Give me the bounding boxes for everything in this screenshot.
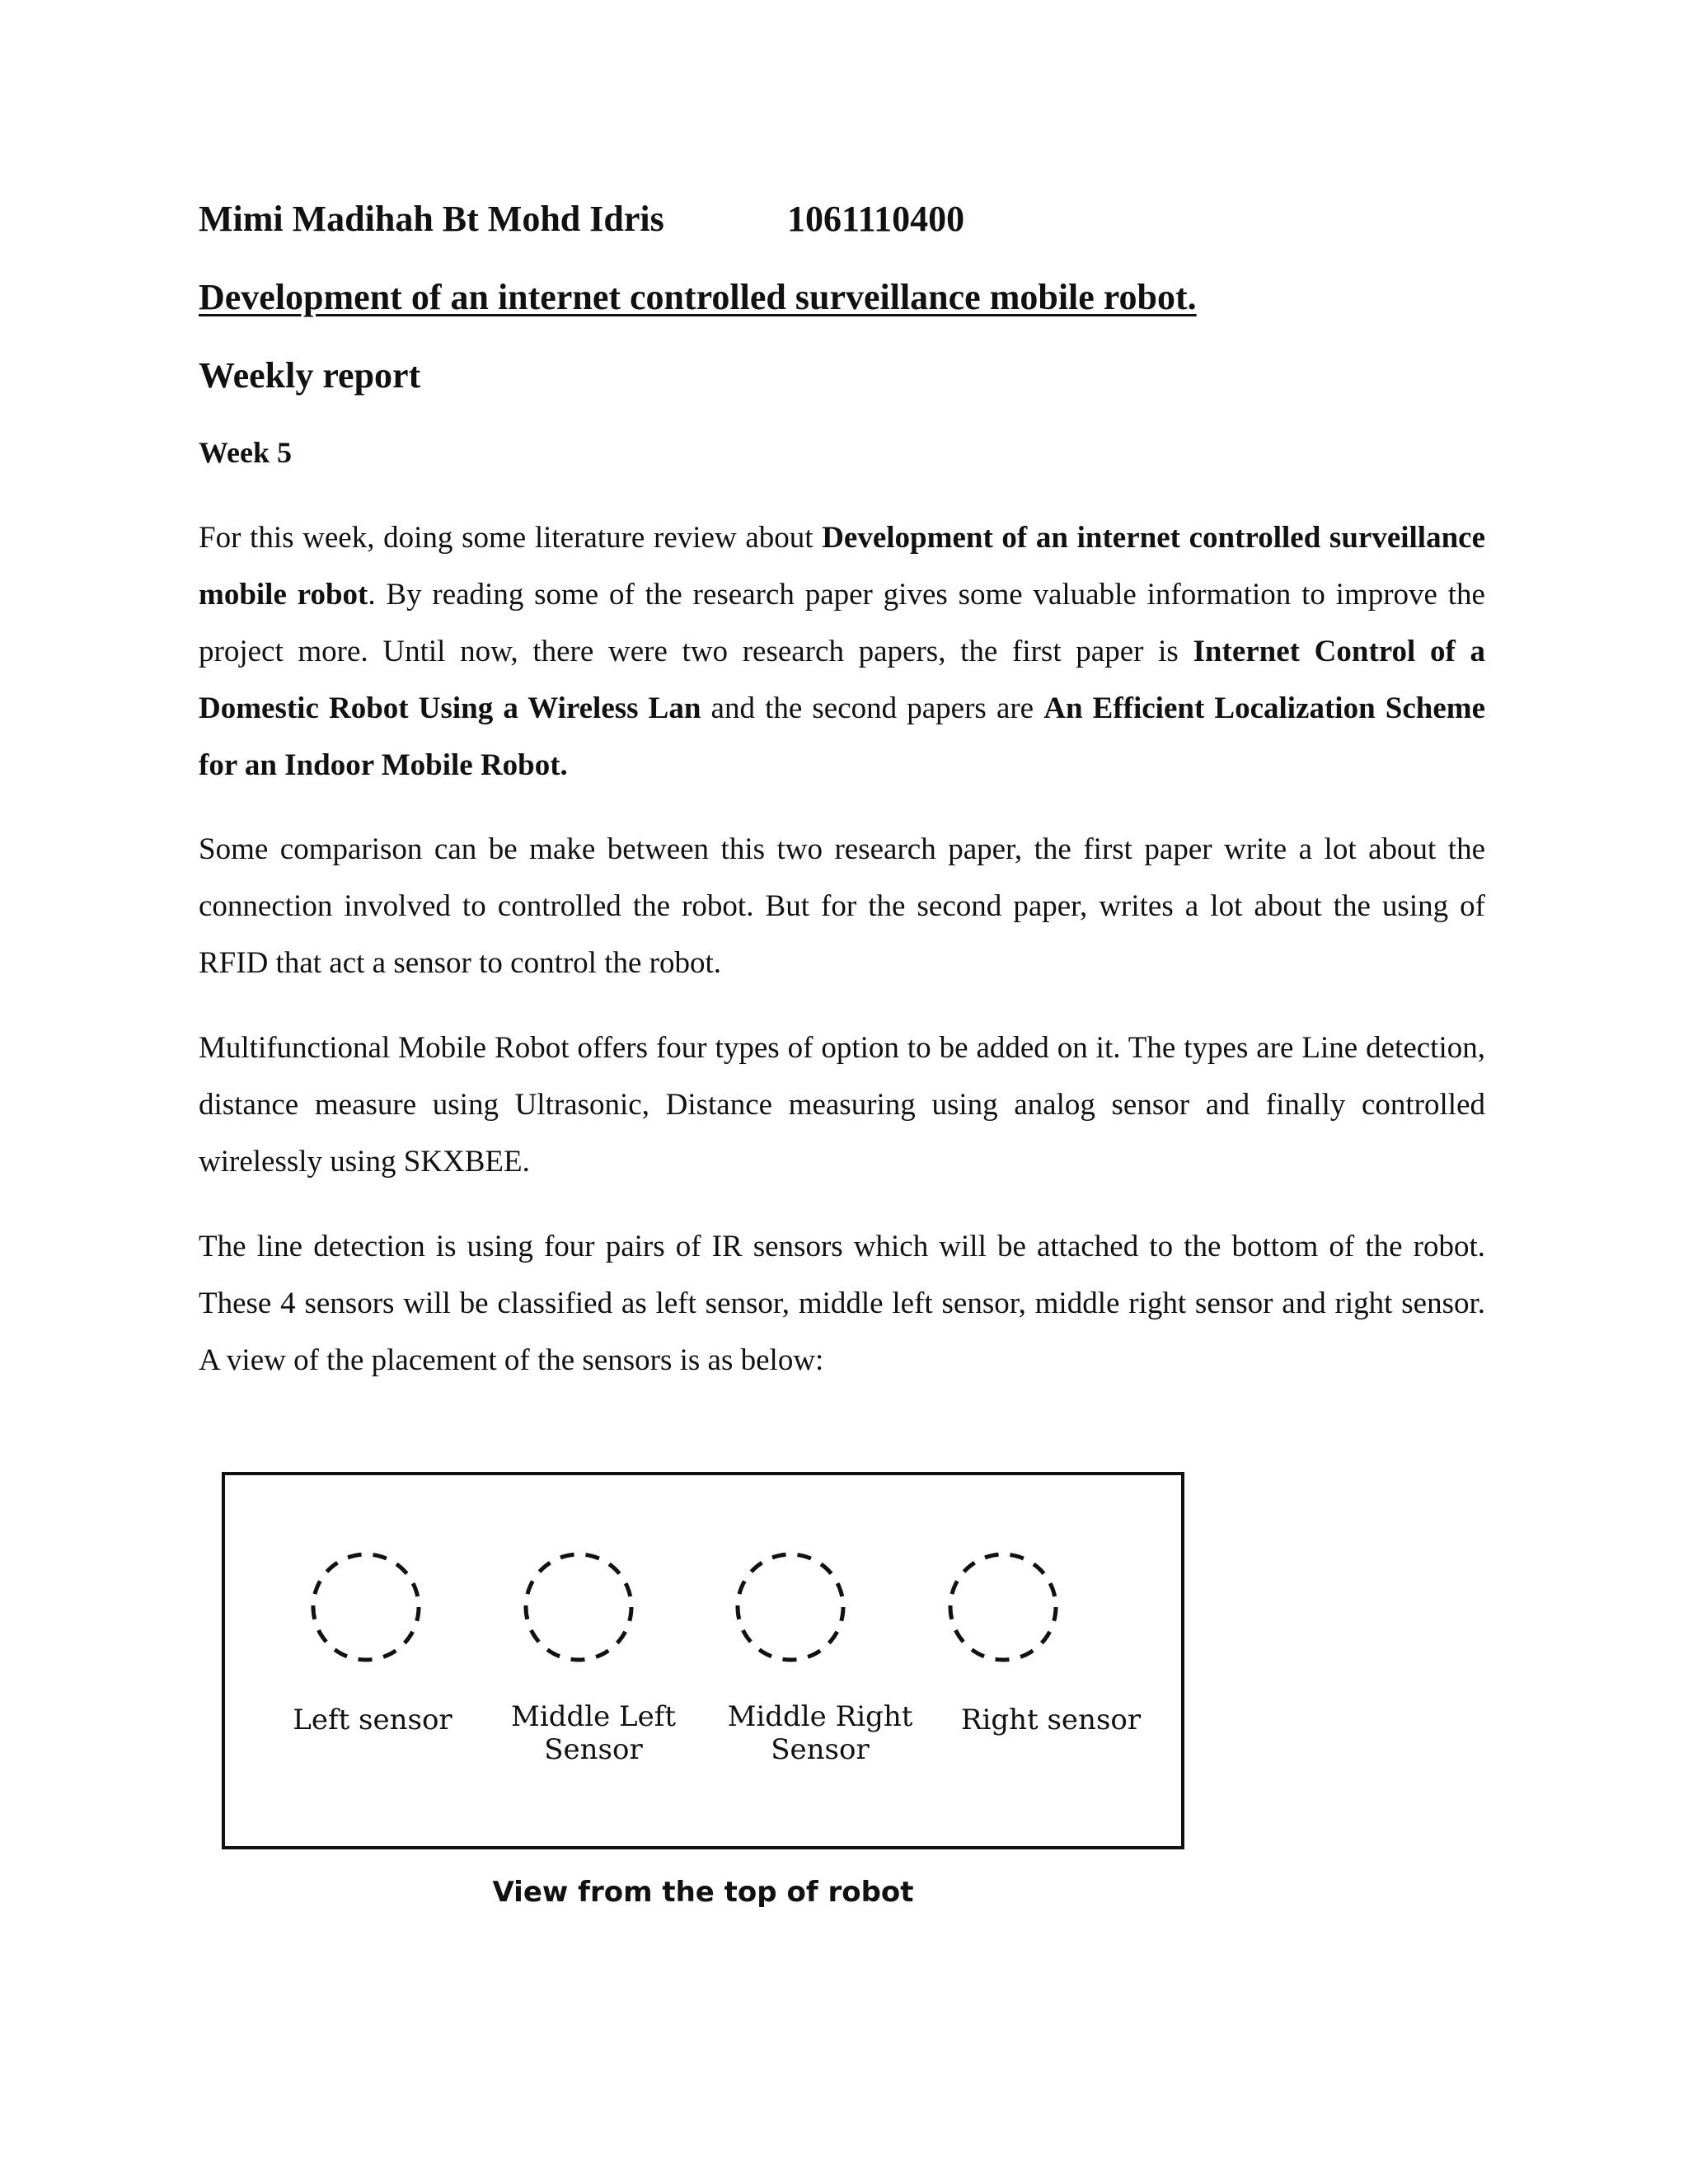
- paragraph-multifunctional-robot: Multifunctional Mobile Robot offers four types of option to be added on it. The types are Line detection, distance measure using Ultrasonic, Distance measuring using analog sensor and finally controlled wirelessly using SKXBEE.: [199, 1031, 1485, 1179]
- paragraph-comparison: Some comparison can be make between this two research paper, the first paper write a lot about the connection involved to controlled the robot. But for the second paper, writes a lot about the using of RFID that act a sensor to control the robot.: [199, 832, 1485, 980]
- sensor-label: Left sensor: [293, 1704, 452, 1736]
- sensor-label: Sensor: [544, 1733, 643, 1766]
- p1-bold-project-title: Development of an internet controlled surveillance mobile robot: [199, 521, 1486, 612]
- document-title: Development of an internet controlled surveillance mobile robot.: [199, 277, 1197, 317]
- sensor-label: Middle Right: [727, 1700, 913, 1733]
- sensor-label: Right sensor: [960, 1704, 1142, 1736]
- p1-text-1: For this week, doing some literature review about: [199, 521, 823, 555]
- author-line: [199, 198, 965, 240]
- sensor-label: Sensor: [771, 1733, 870, 1766]
- p1-bold-paper-1: Internet Control of a Domestic Robot Using a Wireless Lan: [199, 635, 1485, 725]
- week-label: Week 5: [199, 436, 292, 469]
- paragraph-line-detection: The line detection is using four pairs of IR sensors which will be attached to the bottom of the robot. These 4 sensors will be classified as left sensor, middle left sensor, middle right sensor and right sensor. A view of the placement of the sensors is as below:: [199, 1230, 1485, 1377]
- sensor-label: Middle Left: [511, 1700, 676, 1733]
- author-name: Mimi Madihah Bt Mohd Idris: [199, 199, 664, 239]
- student-id: 1061110400: [787, 199, 965, 239]
- paragraph-literature-review: [199, 509, 1485, 794]
- sensor-placement-figure: [213, 1460, 1193, 1900]
- p1-bold-paper-2: An Efficient Localization Scheme for an Indoor Mobile Robot.: [199, 691, 1486, 782]
- report-heading: Weekly report: [199, 355, 421, 396]
- p1-text-2: . By reading some of the research paper gives some valuable information to improve the project more. Until now, there were two research papers, the first paper is: [199, 578, 1485, 668]
- sensor-diagram: [213, 1460, 1193, 1872]
- p1-text-3: and the second papers are: [701, 691, 1044, 725]
- figure-caption: View from the top of robot: [492, 1876, 914, 1909]
